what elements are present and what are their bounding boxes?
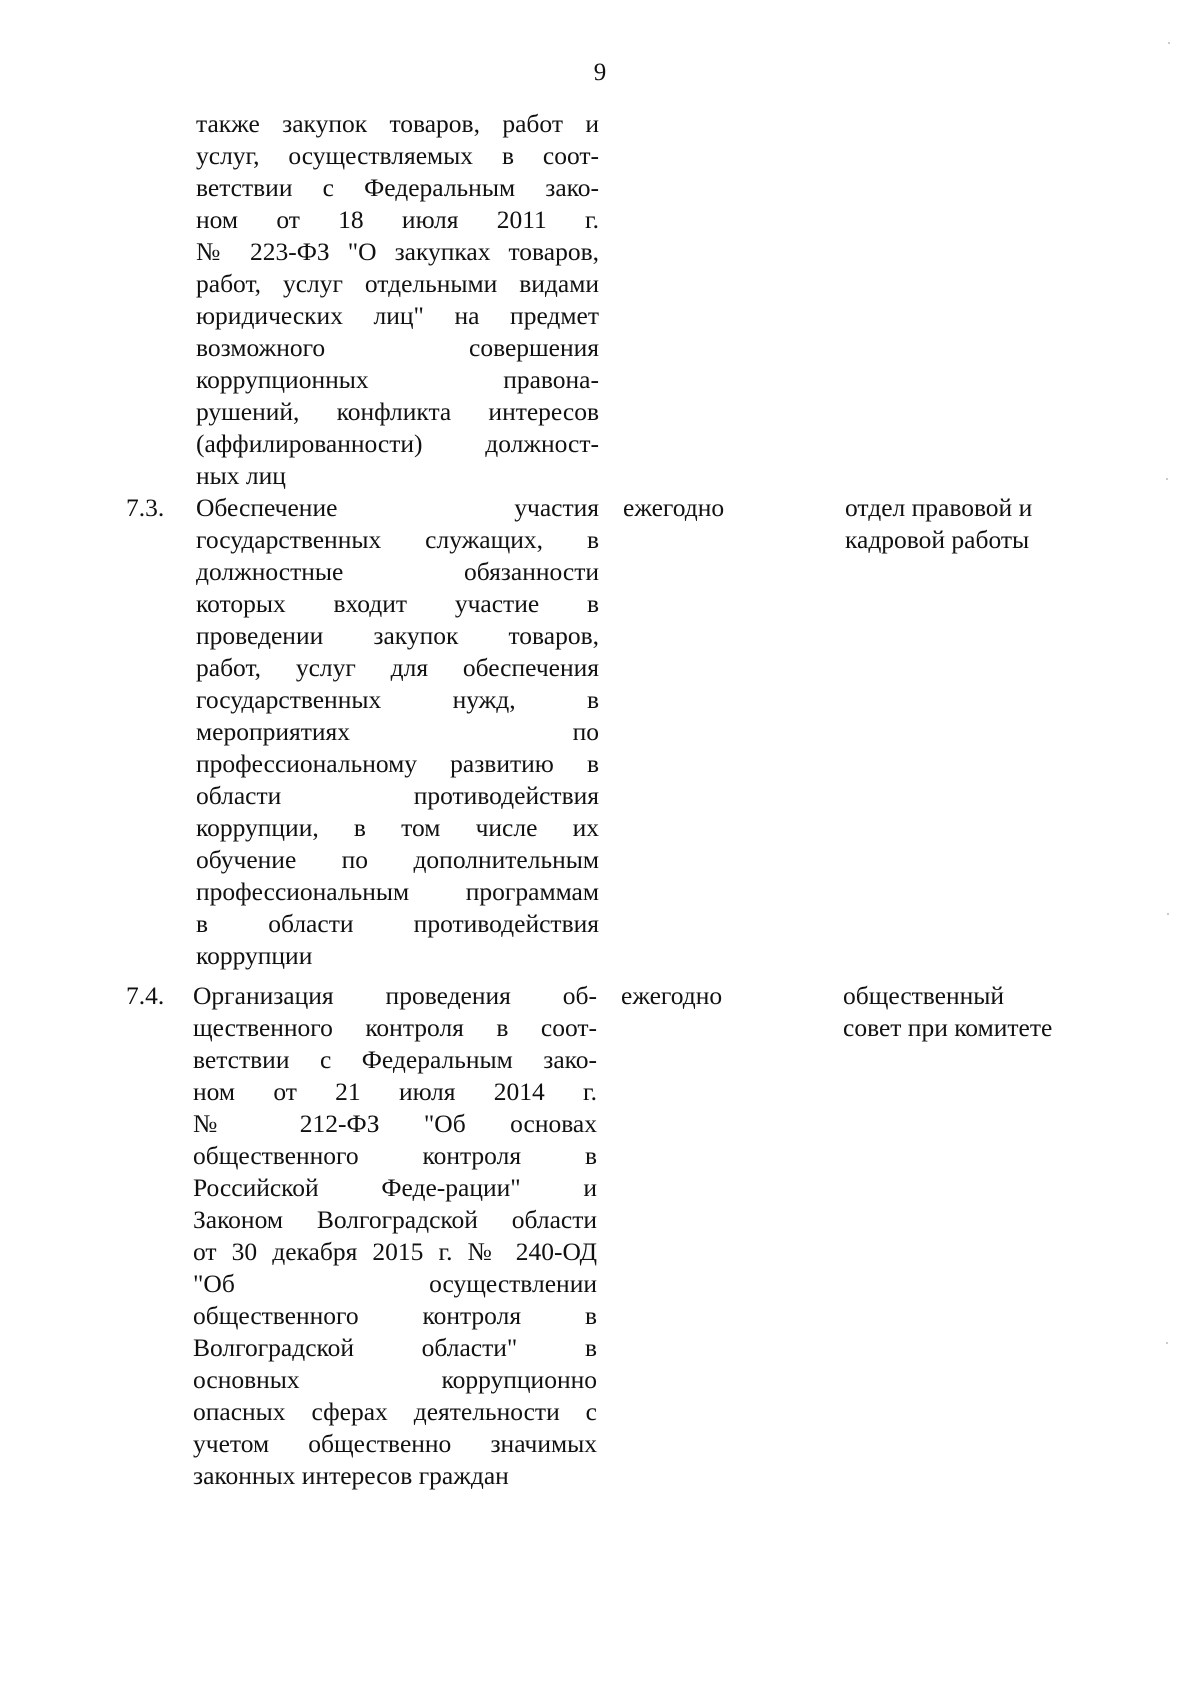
task-line: профессиональным программам [196,877,599,906]
task-line: коррупции, в том числе их [196,813,599,842]
text-line: коррупционных правона- [196,365,599,394]
task-line: учетом общественно значимых [193,1429,597,1458]
text-line: также закупок товаров, работ и [196,109,599,138]
page-number: 9 [593,59,607,86]
row-number: 7.3. [126,493,165,522]
responsible-line: общественный [843,981,1005,1010]
text-line: услуг, осуществляемых в соот- [196,141,599,170]
task-line: в области противодействия [196,909,599,938]
term-cell: ежегодно [623,493,725,522]
task-line: профессиональному развитию в [196,749,599,778]
task-line: Российской Феде-рации" и [193,1173,597,1202]
task-line: ном от 21 июля 2014 г. [193,1077,597,1106]
task-line: государственных служащих, в [196,525,599,554]
responsible-line: совет при комитете [843,1013,1053,1042]
task-line: обучение по дополнительным [196,845,599,874]
scan-speck [1168,42,1170,44]
responsible-line: кадровой работы [845,525,1030,554]
task-line: общественного контроля в [193,1141,597,1170]
task-line: которых входит участие в [196,589,599,618]
task-line: Волгоградской области" в [193,1333,597,1362]
task-line: опасных сферах деятельности с [193,1397,597,1426]
term-cell: ежегодно [621,981,723,1010]
task-line: основных коррупционно [193,1365,597,1394]
text-line: юридических лиц" на предмет [196,301,599,330]
task-line: государственных нужд, в [196,685,599,714]
task-line: № 212-ФЗ "Об основах [193,1109,597,1138]
task-line: Законом Волгоградской области [193,1205,597,1234]
task-line: мероприятиях по [196,717,599,746]
text-line: ных лиц [196,461,286,490]
responsible-line: отдел правовой и [845,493,1033,522]
text-line: ветствии с Федеральным зако- [196,173,599,202]
task-line: щественного контроля в соот- [193,1013,597,1042]
text-line: (аффилированности) должност- [196,429,599,458]
task-line: проведении закупок товаров, [196,621,599,650]
task-line: ветствии с Федеральным зако- [193,1045,597,1074]
task-line: общественного контроля в [193,1301,597,1330]
text-line: работ, услуг отдельными видами [196,269,599,298]
text-line: ном от 18 июля 2011 г. [196,205,599,234]
text-line: рушений, конфликта интересов [196,397,599,426]
task-line: коррупции [196,941,313,970]
scan-speck [1166,478,1168,480]
task-line: от 30 декабря 2015 г. № 240-ОД [193,1237,597,1266]
task-line: области противодействия [196,781,599,810]
task-line: должностные обязанности [196,557,599,586]
text-line: возможного совершения [196,333,599,362]
scan-speck [1166,1342,1168,1344]
task-line: законных интересов граждан [193,1461,509,1490]
task-line: работ, услуг для обеспечения [196,653,599,682]
task-line: Обеспечение участия [196,493,599,522]
row-number: 7.4. [126,981,165,1010]
scan-speck [1167,913,1169,915]
task-line: "Об осуществлении [193,1269,597,1298]
task-line: Организация проведения об- [193,981,597,1010]
text-line: № 223-ФЗ "О закупках товаров, [196,237,599,266]
